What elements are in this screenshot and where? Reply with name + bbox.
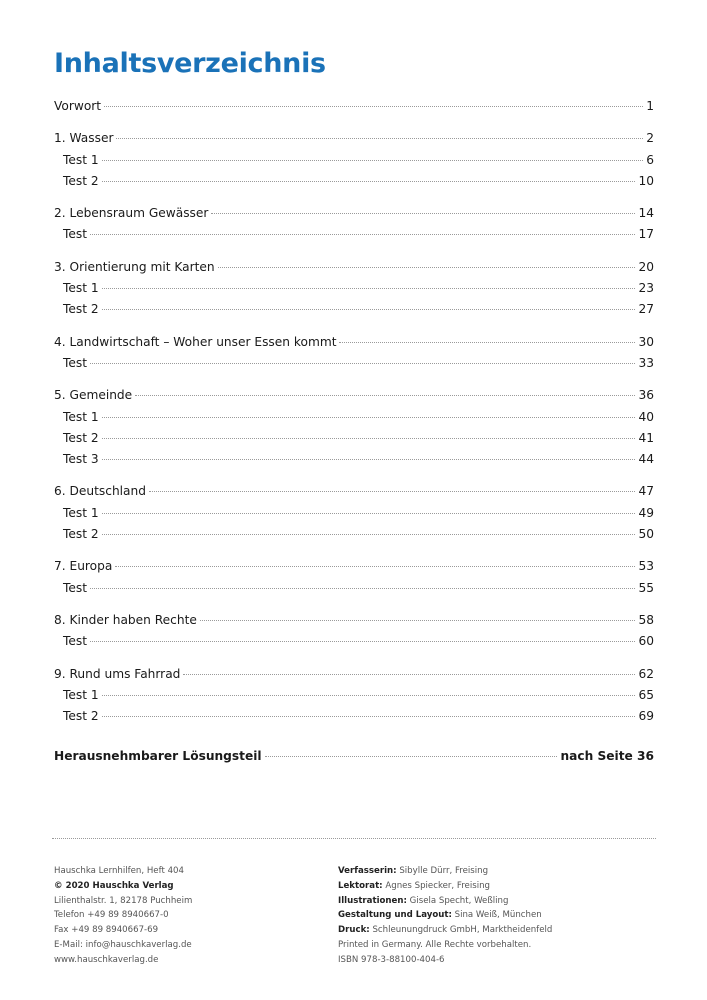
imprint-line: www.hauschkaverlag.de — [54, 954, 159, 965]
toc-entry-label: Test 2 — [63, 527, 99, 542]
toc-entry-page-number: 6 — [646, 152, 654, 167]
toc-entry-page-number: 69 — [638, 709, 654, 724]
toc-entry-page-number: 65 — [638, 687, 654, 702]
imprint-credit-role: Verfasserin: — [338, 866, 397, 876]
toc-entry-page-number: 30 — [638, 334, 654, 349]
imprint-credit-value: ISBN 978-3-88100-404-6 — [338, 954, 445, 965]
toc-entry-label: 7. Europa — [54, 559, 113, 574]
toc-entry-chapter — [54, 388, 654, 409]
toc-entry-label: 5. Gemeinde — [54, 388, 133, 403]
toc-entry-label: Test 3 — [63, 452, 99, 467]
toc-entry-label: Test 2 — [63, 302, 99, 317]
toc-entry-test — [54, 153, 654, 174]
dot-leader — [102, 288, 636, 289]
toc-entry-page-number: 10 — [638, 173, 654, 188]
imprint-credit-value: Printed in Germany. Alle Rechte vorbehalten. — [338, 939, 532, 950]
dot-leader — [200, 620, 636, 621]
toc-entry-test — [54, 410, 654, 431]
dot-leader — [218, 267, 636, 268]
toc-entry-page-number: 27 — [638, 302, 654, 317]
dot-leader — [90, 588, 635, 589]
toc-entry-page-number: 17 — [638, 227, 654, 242]
imprint-credit-role: Illustrationen: — [338, 895, 407, 906]
toc-entry-label: Test — [63, 634, 87, 649]
toc-entry-test — [54, 527, 654, 548]
imprint-credit-role: Lektorat: — [338, 880, 383, 891]
toc-entry-chapter — [54, 484, 654, 505]
toc-entry-chapter — [54, 667, 654, 688]
imprint-credit-value: Sina Weiß, München — [451, 910, 542, 921]
toc-entry-page-number: 58 — [638, 612, 654, 627]
toc-entry-label: Test — [63, 227, 87, 242]
imprint-credit-line — [338, 894, 658, 909]
toc-entry-page-number: 62 — [638, 666, 654, 681]
toc-entry-label: 2. Lebensraum Gewässer — [54, 206, 209, 221]
dot-leader — [102, 534, 636, 535]
toc-entry-label: 9. Rund ums Fahrrad — [54, 666, 181, 681]
dot-leader — [102, 695, 636, 696]
imprint-credit-value: Sibylle Dürr, Freising — [396, 866, 489, 876]
toc-entry-label: 8. Kinder haben Rechte — [54, 612, 197, 627]
toc-entry-page-number: nach Seite 36 — [560, 749, 654, 764]
imprint-line: Telefon +49 89 8940667-0 — [54, 910, 169, 921]
dot-leader — [135, 395, 635, 396]
toc-entry-page-number: 36 — [638, 388, 654, 403]
imprint-line: E-Mail: info@hauschkaverlag.de — [54, 939, 192, 950]
toc-entry-label: Herausnehmbarer Lösungsteil — [54, 749, 262, 764]
toc-entry-chapter — [54, 559, 654, 580]
toc-entry-chapter — [54, 206, 654, 227]
toc-entry-page-number: 60 — [638, 634, 654, 649]
dot-leader — [102, 438, 636, 439]
dot-leader — [102, 160, 644, 161]
toc-entry-test — [54, 709, 654, 730]
toc-entry-test — [54, 452, 654, 473]
imprint-credit-line — [338, 953, 658, 968]
toc-entry-page-number: 2 — [646, 131, 654, 146]
toc-entry-test — [54, 506, 654, 527]
dot-leader — [102, 716, 636, 717]
dot-leader — [339, 342, 635, 343]
dot-leader — [211, 213, 635, 214]
dot-leader — [102, 309, 636, 310]
dot-leader — [115, 566, 635, 567]
toc-entry-label: Test 2 — [63, 709, 99, 724]
toc-entry-label: Test 2 — [63, 173, 99, 188]
toc-entry-test — [54, 174, 654, 195]
toc-entry-test — [54, 431, 654, 452]
imprint-line: Hauschka Lernhilfen, Heft 404 — [54, 866, 184, 876]
toc-entry-test — [54, 281, 654, 302]
imprint-credit-line — [338, 923, 658, 938]
toc-entry-label: Test 1 — [63, 505, 99, 520]
toc-entry-page-number: 14 — [638, 206, 654, 221]
toc-entry-chapter — [54, 131, 654, 152]
imprint-line: Lilienthalstr. 1, 82178 Puchheim — [54, 895, 193, 906]
dot-leader — [116, 138, 643, 139]
toc-entry-chapter — [54, 99, 654, 120]
dot-leader — [102, 513, 636, 514]
imprint-credit-line — [338, 938, 658, 953]
dot-leader — [90, 234, 635, 235]
imprint-credit-role: Gestaltung und Layout: — [338, 910, 452, 921]
page-title: Inhaltsverzeichnis — [54, 48, 326, 79]
toc-entry-label: Test 2 — [63, 430, 99, 445]
toc-entry-page-number: 1 — [646, 99, 654, 113]
toc-entry-label: Test — [63, 580, 87, 595]
toc-entry-page-number: 50 — [638, 527, 654, 542]
toc-entry-page-number: 33 — [638, 355, 654, 370]
toc-entry-label: 6. Deutschland — [54, 484, 146, 499]
dot-leader — [102, 459, 636, 460]
imprint-credit-role: Druck: — [338, 925, 370, 936]
imprint-credit-value: Gisela Specht, Weßling — [406, 895, 509, 906]
toc-entry-page-number: 40 — [638, 409, 654, 424]
toc-entry-page-number: 41 — [638, 430, 654, 445]
dot-leader — [149, 491, 636, 492]
toc-entry-solutions — [54, 749, 654, 770]
table-of-contents — [54, 99, 654, 771]
imprint-credit-line — [338, 908, 658, 923]
toc-entry-label: Test 1 — [63, 687, 99, 702]
toc-entry-page-number: 20 — [638, 259, 654, 274]
toc-entry-page-number: 47 — [638, 484, 654, 499]
toc-entry-test — [54, 688, 654, 709]
toc-entry-page-number: 44 — [638, 452, 654, 467]
imprint-line: © 2020 Hauschka Verlag — [54, 880, 174, 891]
toc-entry-page-number: 23 — [638, 281, 654, 296]
footer-divider — [52, 838, 656, 839]
dot-leader — [102, 417, 636, 418]
toc-entry-label: Test 1 — [63, 409, 99, 424]
toc-entry-label: Test 1 — [63, 152, 99, 167]
toc-entry-label: 4. Landwirtschaft – Woher unser Essen kommt — [54, 334, 337, 349]
toc-entry-test — [54, 634, 654, 655]
toc-entry-page-number: 49 — [638, 505, 654, 520]
imprint-credit-line — [338, 864, 658, 879]
toc-entry-test — [54, 581, 654, 602]
imprint-line: Fax +49 89 8940667-69 — [54, 925, 159, 936]
dot-leader — [104, 106, 643, 107]
toc-entry-label: Vorwort — [54, 99, 102, 113]
toc-entry-chapter — [54, 335, 654, 356]
toc-entry-label: 1. Wasser — [54, 131, 114, 146]
toc-entry-test — [54, 302, 654, 323]
dot-leader — [183, 674, 635, 675]
toc-entry-test — [54, 356, 654, 377]
dot-leader — [265, 756, 558, 757]
dot-leader — [102, 181, 636, 182]
dot-leader — [90, 641, 635, 642]
toc-entry-test — [54, 227, 654, 248]
toc-entry-label: 3. Orientierung mit Karten — [54, 259, 215, 274]
toc-entry-label: Test — [63, 355, 87, 370]
imprint-credit-value: Schleunungdruck GmbH, Marktheidenfeld — [369, 925, 553, 936]
imprint-publisher — [54, 864, 324, 968]
toc-entry-label: Test 1 — [63, 281, 99, 296]
imprint-credits — [338, 864, 658, 968]
dot-leader — [90, 363, 635, 364]
toc-entry-page-number: 53 — [638, 559, 654, 574]
toc-entry-chapter — [54, 260, 654, 281]
imprint-credit-value: Agnes Spiecker, Freising — [382, 880, 490, 891]
imprint-credit-line — [338, 879, 658, 894]
toc-entry-chapter — [54, 613, 654, 634]
toc-entry-page-number: 55 — [638, 580, 654, 595]
